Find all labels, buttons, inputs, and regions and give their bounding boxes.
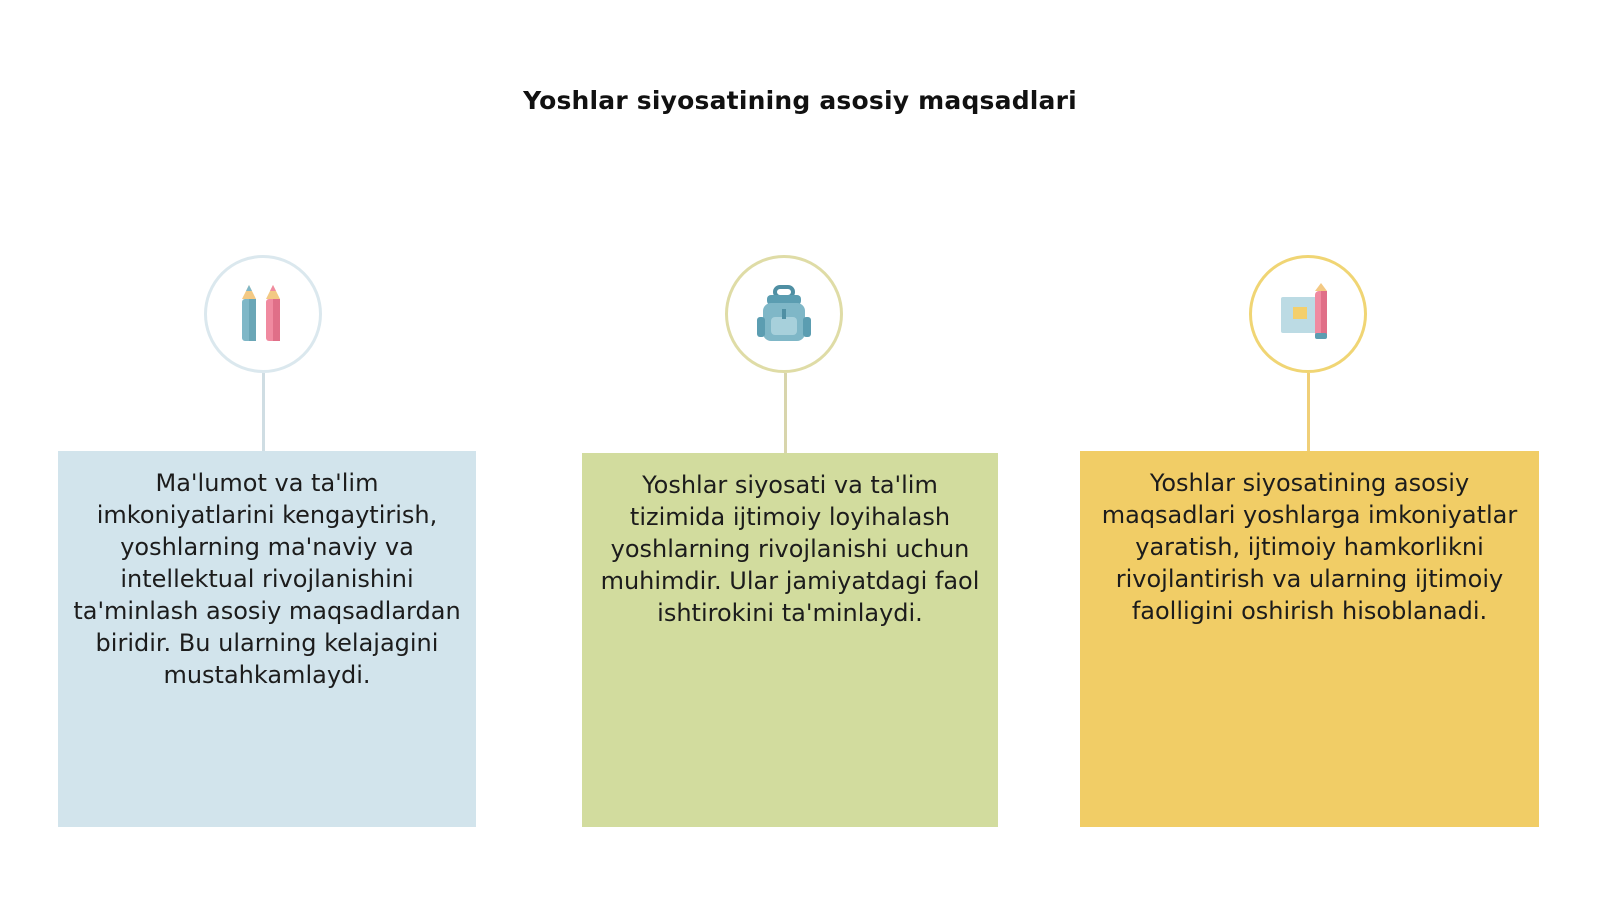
connector-line-2 bbox=[784, 373, 787, 453]
page-title: Yoshlar siyosatining asosiy maqsadlari bbox=[523, 86, 1077, 115]
icon-circle-3 bbox=[1249, 255, 1367, 373]
connector-line-1 bbox=[262, 373, 265, 453]
icon-circle-2 bbox=[725, 255, 843, 373]
backpack-icon bbox=[753, 283, 815, 345]
goal-card-2 bbox=[582, 453, 998, 827]
icon-circle-1 bbox=[204, 255, 322, 373]
connector-line-3 bbox=[1307, 373, 1310, 453]
goal-card-1-text: Ma'lumot va ta'lim imkoniyatlarini kengaytirish, yoshlarning ma'naviy va intellektual rivojlanishini ta'minlash asosiy maqsadlardan biridir. Bu ularning kelajagini mustahkamlaydi. bbox=[73, 469, 461, 689]
pencils-icon bbox=[236, 283, 290, 345]
goal-card-3 bbox=[1080, 451, 1539, 827]
drawing-board-icon bbox=[1277, 283, 1339, 345]
goal-card-1 bbox=[58, 451, 476, 827]
goal-card-2-text: Yoshlar siyosati va ta'lim tizimida ijtimoiy loyihalash yoshlarning rivojlanishi uchun muhimdir. Ular jamiyatdagi faol ishtirokini ta'minlaydi. bbox=[600, 471, 980, 627]
goal-card-3-text: Yoshlar siyosatining asosiy maqsadlari yoshlarga imkoniyatlar yaratish, ijtimoiy hamkorlikni rivojlantirish va ularning ijtimoiy faolligini oshirish hisoblanadi. bbox=[1101, 469, 1518, 625]
